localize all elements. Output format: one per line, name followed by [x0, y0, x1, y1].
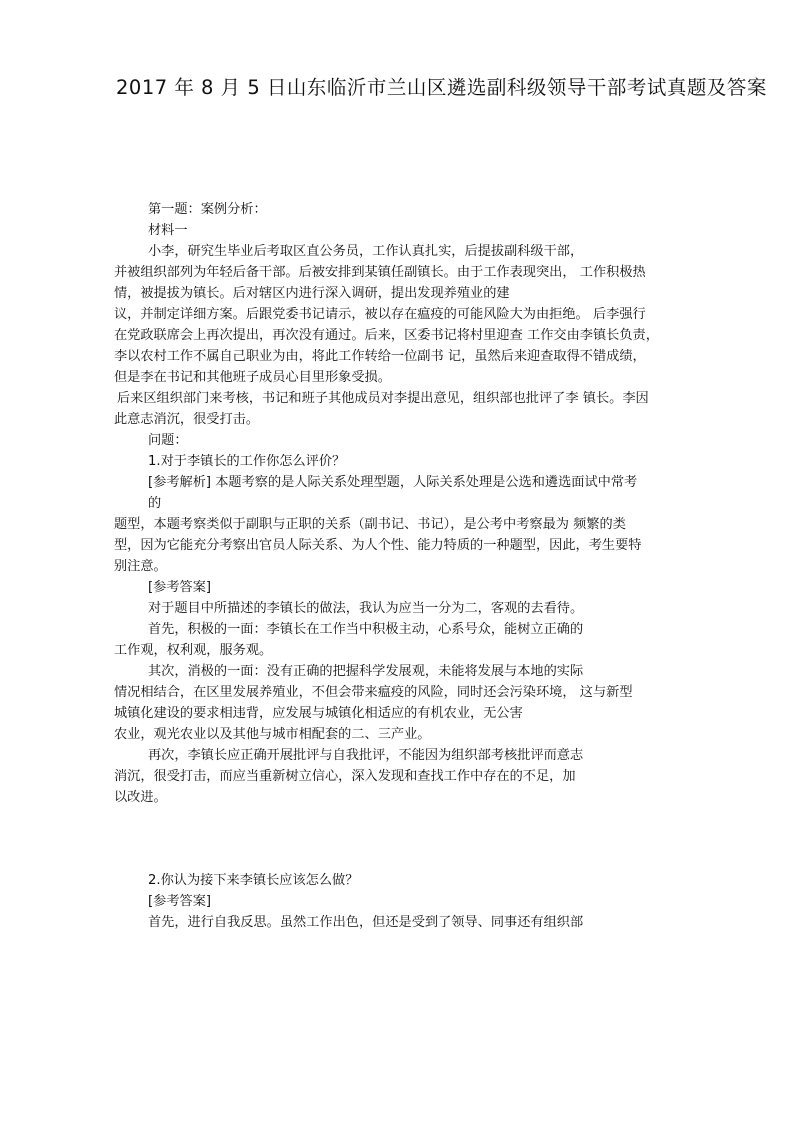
- section-heading: 第一题：案例分析：: [148, 202, 267, 217]
- paragraph-line: 李以农村工作不属自己职业为由，将此工作转给一位副书 记，虽然后来迎查取得不错成绩，: [114, 349, 646, 364]
- answer-line: 再次，李镇长应正确开展批评与自我批评，不能因为组织部考核批评而意志: [148, 748, 584, 763]
- paragraph-line: 后来区组织部门来考核，书记和班子其他成员对李提出意见，组织部也批评了李 镇长。李因: [117, 391, 649, 406]
- question-2: 2.你认为接下来李镇长应该怎么做？: [148, 873, 359, 888]
- paragraph-line: 小李，研究生毕业后考取区直公务员，工作认真扎实，后提拔副科级干部，: [148, 244, 584, 259]
- paragraph-line: 情，被提拔为镇长。后对辖区内进行深入调研，提出发现养殖业的建: [114, 286, 510, 301]
- paragraph-line: 在党政联席会上再次提出，再次没有通过。后来，区委书记将村里迎查 工作交由李镇长负责，: [114, 328, 659, 343]
- analysis-line: 型，因为它能充分考察出官员人际关系、为人个性、能力特质的一种题型，因此，考生要特: [114, 538, 642, 553]
- question-label: 问题：: [148, 433, 188, 448]
- answer-line: 消沉，很受打击，而应当重新树立信心，深入发现和查找工作中存在的不足，加: [114, 769, 576, 784]
- analysis-line: [参考解析] 本题考察的是人际关系处理型题，人际关系处理是公选和遴选面试中常考: [148, 475, 638, 490]
- material-label: 材料一: [148, 223, 188, 238]
- answer-line: 工作观，权利观，服务观。: [114, 643, 273, 658]
- document-title: 2017 年 8 月 5 日山东临沂市兰山区遴选副科级领导干部考试真题及答案: [116, 76, 767, 99]
- paragraph-line: 此意志消沉，很受打击。: [114, 412, 260, 427]
- answer-line: 其次，消极的一面：没有正确的把握科学发展观，未能将发展与本地的实际: [148, 664, 584, 679]
- answer-line: 首先，积极的一面：李镇长在工作当中积极主动，心系号众，能树立正确的: [148, 622, 584, 637]
- answer-line: 情况相结合，在区里发展养殖业，不但会带来瘟疫的风险，同时还会污染环境， 这与新型: [114, 685, 633, 700]
- answer-line: 对于题目中所描述的李镇长的做法，我认为应当一分为二，客观的去看待。: [148, 601, 584, 616]
- answer-line: 农业，观光农业以及其他与城市相配套的二、三产业。: [114, 727, 431, 742]
- paragraph-line: 议，并制定详细方案。后跟党委书记请示，被以存在瘟疫的可能风险大为由拒绝。 后李强行: [114, 307, 646, 322]
- answer-line: 以改进。: [114, 790, 167, 805]
- question-1: 1.对于李镇长的工作你怎么评价？: [148, 454, 346, 469]
- answer-label: [参考答案]: [148, 580, 212, 595]
- analysis-line: 题型，本题考察类似于副职与正职的关系（副书记、书记），是公考中考察最为 频繁的类: [114, 517, 626, 532]
- paragraph-line: 并被组织部列为年轻后备干部。后被安排到某镇任副镇长。由于工作表现突出， 工作积极热: [114, 265, 646, 280]
- analysis-line: 别注意。: [114, 559, 167, 574]
- answer-line: 城镇化建设的要求相违背，应发展与城镇化相适应的有机农业，无公害: [114, 706, 523, 721]
- answer-label: [参考答案]: [148, 894, 212, 909]
- analysis-line: 的: [148, 496, 162, 511]
- answer-line: 首先，进行自我反思。虽然工作出色，但还是受到了领导、同事还有组织部: [148, 915, 584, 930]
- paragraph-line: 但是李在书记和其他班子成员心目里形象受损。: [114, 370, 391, 385]
